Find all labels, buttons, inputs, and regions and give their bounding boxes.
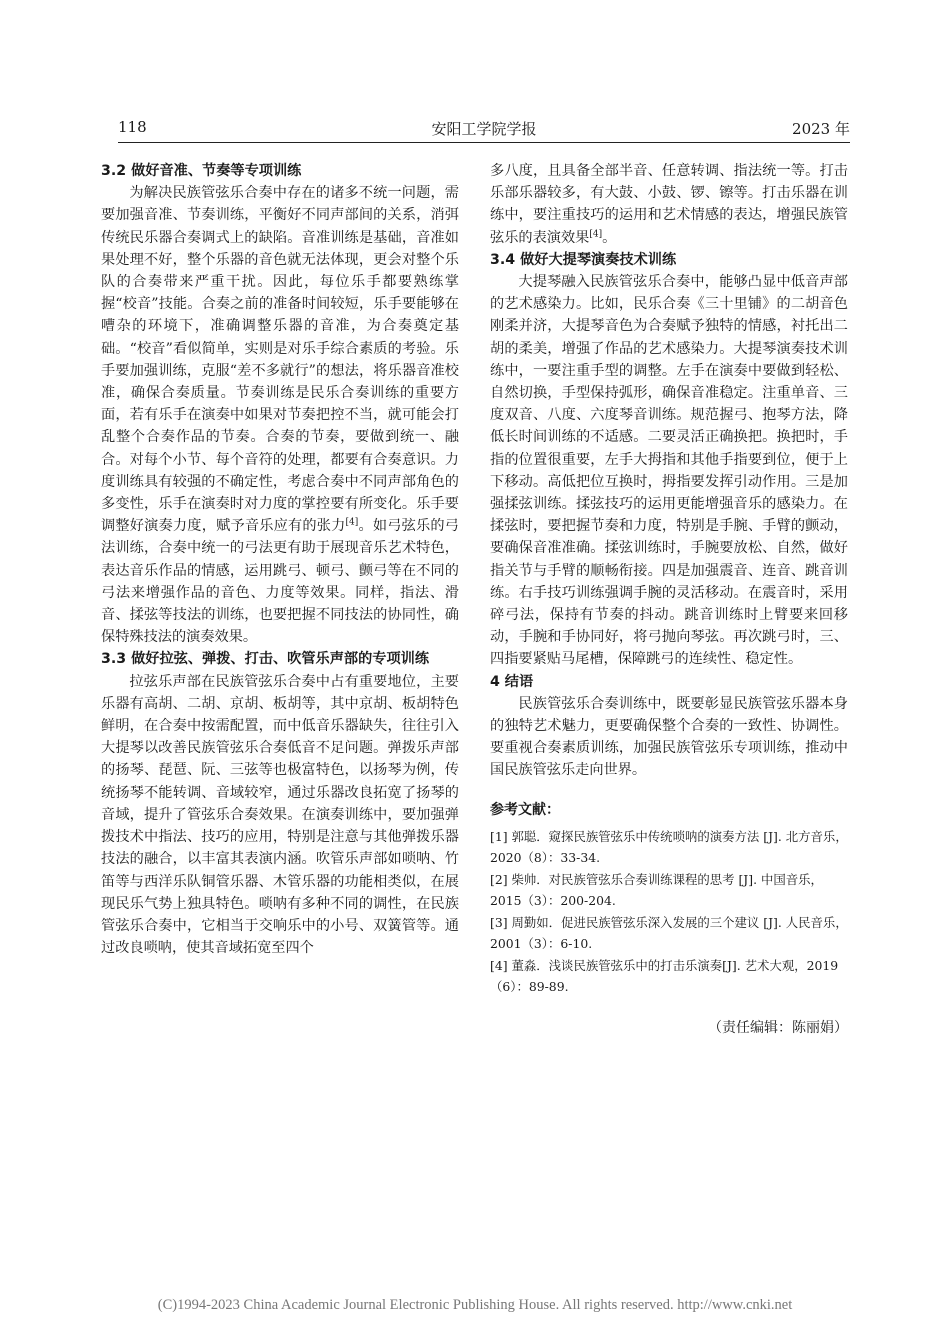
citation-4[interactable]: [4] — [345, 517, 359, 528]
references-title: 参考文献： — [490, 801, 560, 818]
copyright-footer: (C)1994-2023 China Academic Journal Electronic Publishing House. All rights reserved. http://www.cnki.net — [157, 1297, 793, 1313]
journal-name: 安阳工学院学报 — [431, 120, 537, 138]
page-number: 118 — [118, 118, 147, 136]
responsible-editor: （责任编辑：陈丽娟） — [708, 1019, 848, 1036]
reference-item: [1] 郭聪．窥探民族管弦乐中传统唢呐的演奏方法 [J]. 北方音乐，2020（8）：33-34. — [490, 828, 848, 866]
section-3-3-heading: 3.3 做好拉弦、弹拨、打击、吹管乐声部的专项训练 — [101, 651, 430, 668]
section-3-3-paragraph-continued: 多八度，且具备全部半音、任意转调、指法统一等。打击乐部乐器较多，有大鼓、小鼓、锣、镲等。打击乐器在训练中，要注重技巧的运用和艺术情感的表达，增强民族管弦乐的表演效果[4]。 — [490, 163, 848, 246]
reference-item: [4] 董淼．浅谈民族管弦乐中的打击乐演奏[J]. 艺术大观，2019（6）：89-89. — [490, 957, 839, 995]
section-3-2-paragraph: 为解决民族管弦乐合奏中存在的诸多不统一问题，需要加强音准、节奏训练，平衡好不同声部间的关系，消弭传统民乐器合奏调式上的缺陷。音准训练是基础，音准如果处理不好，整个乐器的音色就无法体现，更会对整个乐队的合奏带来严重干扰。因此，每位乐手都要熟练掌握“校音”技能。合奏之前的准备时间较短，乐手要能够在嘈杂的环境下，准确调整乐器的音准，为合奏奠定基础。“校音”看似简单，实则是对乐手综合素质的考验。乐手要加强训练，克服“差不多就行”的想法，将乐器音准校准，确保合奏质量。节奏训练是民乐合奏训练的重要方面，若有乐手在演奏中如果对节奏把控不当，就可能会打乱整个合奏作品的节奏。合奏的节奏，要做到统一、融合。对每个小节、每个音符的处理，都要有合奏意识。力度训练具有较强的不确定性，考虑合奏中不同声部角色的多变性，乐手在演奏时对力度的掌控要有所变化。乐手要调整好演奏力度，赋予音乐应有的张力[4]。如弓弦乐的弓法训练，合奏中统一的弓法更有助于展现音乐艺术特色，表达音乐作品的情感，运用跳弓、顿弓、颤弓等在不同的弓法来增强作品的音色、力度等效果。同样，指法、滑音、揉弦等技法的训练，也要把握不同技法的协同性，确保特殊技法的演奏效果。 — [101, 185, 459, 646]
section-3-4-paragraph: 大提琴融入民族管弦乐合奏中，能够凸显中低音声部的艺术感染力。比如，民乐合奏《三十里铺》的二胡音色刚柔并济，大提琴音色为合奏赋予独特的情感，衬托出二胡的柔美，增强了作品的艺术感染力。大提琴演奏技术训练中，一要注重手型的调整。左手在演奏中要做到轻松、自然切换，手型保持弧形，确保音准稳定。注重单音、三度双音、八度、六度琴音训练。规范握弓、抱琴方法，降低长时间训练的不适感。二要灵活正确换把。换把时，手指的位置很重要，左手大拇指和其他手指要到位，便于上下移动。高低把位互换时，拇指要发挥引动作用。三是加强揉弦训练。揉弦技巧的运用更能增强音乐的感染力。在揉弦时，要把握节奏和力度，特别是手腕、手臂的颤动，要确保音准准确。揉弦训练时，手腕要放松、自然，做好指关节与手臂的顺畅衔接。四是加强震音、连音、跳音训练。右手技巧训练强调手腕的灵活移动。在震音时，采用碎弓法，保持有节奏的抖动。跳音训练时上臂要来回移动，手腕和手协同好，将弓抛向琴弦。再次跳弓时，三、四指要紧贴马尾槽，保障跳弓的连续性、稳定性。 — [490, 274, 848, 668]
section-3-4-heading: 3.4 做好大提琴演奏技术训练 — [490, 251, 677, 268]
journal-year: 2023 年 — [792, 120, 850, 138]
section-4-heading: 4 结语 — [490, 673, 534, 690]
conclusion-paragraph: 民族管弦乐合奏训练中，既要彰显民族管弦乐器本身的独特艺术魅力，更要确保整个合奏的一致性、协调性。要重视合奏素质训练，加强民族管弦乐专项训练，推动中国民族管弦乐走向世界。 — [490, 695, 848, 779]
left-column — [101, 160, 459, 959]
reference-item: [3] 周勤如．促进民族管弦乐深入发展的三个建议 [J]. 人民音乐，2001（3）：6-10. — [490, 914, 848, 952]
citation-4[interactable]: [4] — [589, 228, 603, 239]
right-column — [490, 160, 848, 1052]
section-3-3-paragraph: 拉弦乐声部在民族管弦乐合奏中占有重要地位，主要乐器有高胡、二胡、京胡、板胡等，其中京胡、板胡特色鲜明，在合奏中按需配置，而中低音乐器缺失，往往引入大提琴以改善民族管弦乐合奏低音不足问题。弹拨乐声部的扬琴、琵琶、阮、三弦等也极富特色，以扬琴为例，传统扬琴不能转调、音域较窄，通过乐器改良拓宽了扬琴的音域，提升了管弦乐合奏效果。在演奏训练中，要加强弹拨技术中指法、技巧的应用，特别是注意与其他弹拨乐器技法的融合，以丰富其表演内涵。吹管乐声部如唢呐、竹笛等与西洋乐队铜管乐器、木管乐器的功能相类似，在展现民乐气势上独具特色。唢呐有多种不同的调性，在民族管弦乐合奏中，它相当于交响乐中的小号、双簧管等。通过改良唢呐，使其音域拓宽至四个 — [101, 673, 459, 957]
reference-item: [2] 柴帅．对民族管弦乐合奏训练课程的思考 [J]. 中国音乐，2015（3）：200-204. — [490, 871, 823, 909]
section-3-2-heading: 3.2 做好音准、节奏等专项训练 — [101, 163, 302, 179]
running-header — [118, 118, 850, 143]
